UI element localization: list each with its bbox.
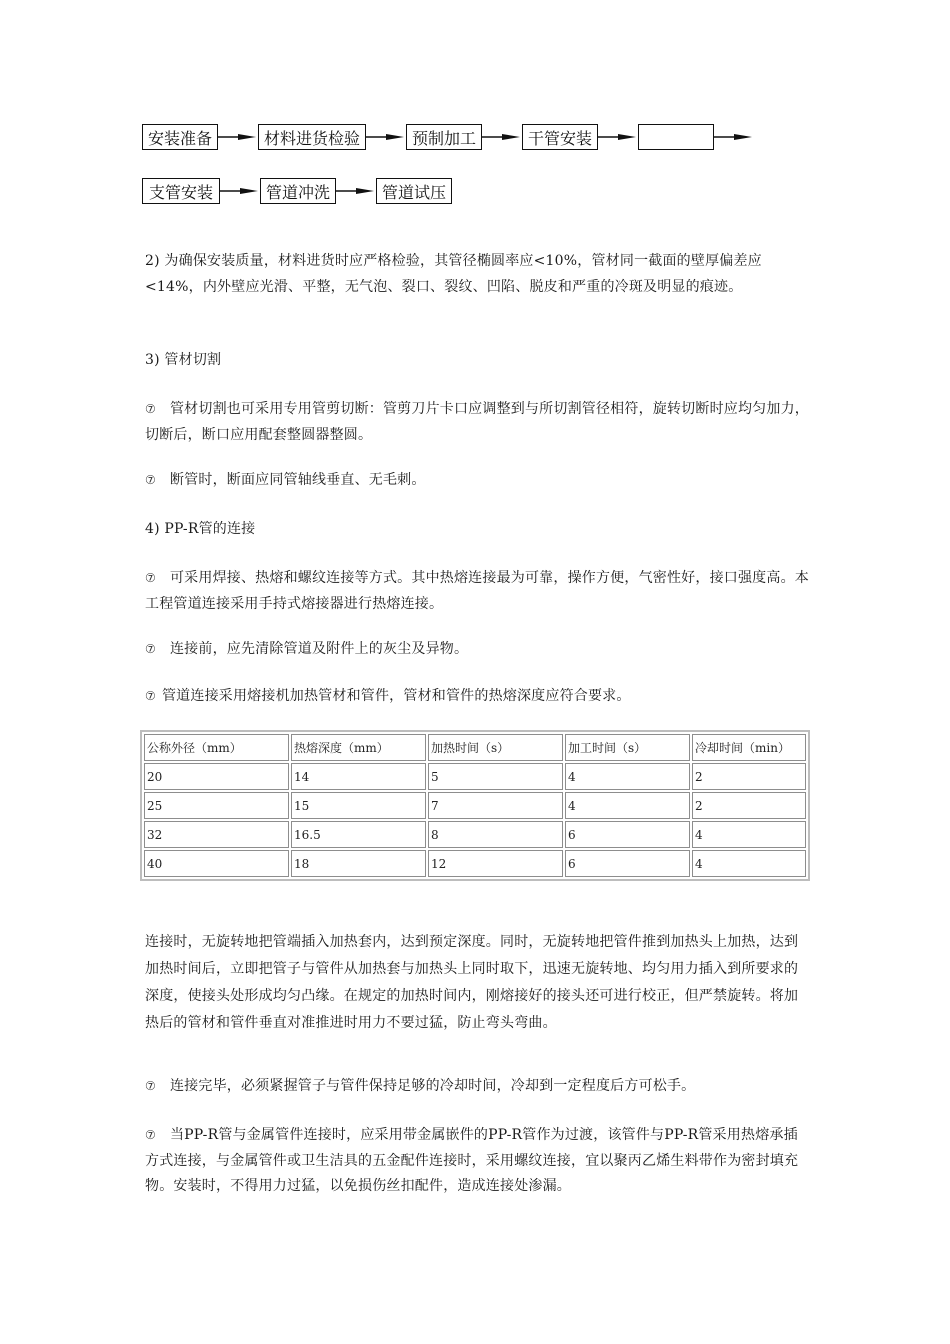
table-cell: 4 [565,763,690,790]
table-cell: 15 [291,792,426,819]
table-header-cell: 公称外径（mm） [144,734,289,761]
paragraph-clean-before-connect [145,637,810,663]
table-cell: 4 [692,850,806,877]
table-cell: 8 [428,821,563,848]
item-marker-icon: ⑦ [145,571,156,585]
item-marker-icon: ⑦ [145,1079,156,1093]
table-row [144,850,806,877]
paragraph-connection-methods [145,566,810,617]
table-cell: 7 [428,792,563,819]
table-cell: 4 [692,821,806,848]
table-cell: 12 [428,850,563,877]
table-cell: 2 [692,763,806,790]
arrow-right-icon [366,124,406,150]
table-row [144,792,806,819]
item-marker-icon: ⑦ [145,689,156,703]
paragraph-text: 管道连接采用熔接机加热管材和管件，管材和管件的热熔深度应符合要求。 [161,688,631,704]
item-marker-icon: ⑦ [145,402,156,416]
table-cell: 6 [565,821,690,848]
heading-ppr-connection: 4) PP-R管的连接 [145,521,256,537]
table-header-cell: 加工时间（s） [565,734,690,761]
arrow-right-icon [220,178,260,204]
paragraph-text: 当PP-R管与金属管件连接时，应采用带金属嵌件的PP-R管作为过渡，该管件与PP-R管采用热熔承插方式连接，与金属管件或卫生洁具的五金配件连接时，采用螺纹连接，宜以聚丙乙烯生料带作为密封填充物。安装时，不得用力过猛，以免损伤丝扣配件，造成连接处渗漏。 [145,1127,799,1194]
flow-step-prefabrication: 预制加工 [406,124,482,150]
flowchart-row-1 [142,124,754,150]
arrow-right-icon [482,124,522,150]
item-marker-icon: ⑦ [145,642,156,656]
table-header-cell: 加热时间（s） [428,734,563,761]
paragraph-text: 可采用焊接、热熔和螺纹连接等方式。其中热熔连接最为可靠，操作方便，气密性好，接口强度高。本工程管道连接采用手持式熔接器进行热熔连接。 [145,570,809,612]
paragraph-fusion-depth [145,684,810,710]
heading-pipe-cutting: 3) 管材切割 [145,352,222,368]
paragraph-fusion-procedure: 连接时，无旋转地把管端插入加热套内，达到预定深度。同时，无旋转地把管件推到加热头上加热，达到加热时间后，立即把管子与管件从加热套与加热头上同时取下，迅速无旋转地、均匀用力插入到所要求的深度，使接头处形成均匀凸缘。在规定的加热时间内，刚熔接好的接头还可进行校正，但严禁旋转。将加热后的管材和管件垂直对准推进时用力不要过猛，防止弯头弯曲。 [145,934,799,1031]
table-header-cell: 热熔深度（mm） [291,734,426,761]
paragraph-text: 连接完毕，必须紧握管子与管件保持足够的冷却时间，冷却到一定程度后方可松手。 [169,1078,696,1094]
flow-step-main-pipe-install: 干管安装 [522,124,598,150]
flow-step-pressure-test: 管道试压 [376,178,452,204]
paragraph-pipe-cutting-method [145,397,810,448]
table-row [144,821,806,848]
arrow-right-icon [336,178,376,204]
table-cell: 25 [144,792,289,819]
flow-step-material-inspection: 材料进货检验 [258,124,366,150]
table-cell: 32 [144,821,289,848]
paragraph-material-inspection: 2) 为确保安装质量，材料进货时应严格检验，其管径椭圆率应<10%，管材同一截面的壁厚偏差应<14%，内外壁应光滑、平整，无气泡、裂口、裂纹、凹陷、脱皮和严重的冷斑及明显的痕迹。 [145,253,762,295]
paragraph-cooling [145,1074,810,1100]
table-cell: 18 [291,850,426,877]
arrow-right-icon [218,124,258,150]
table-cell: 4 [565,792,690,819]
fusion-parameters-table [140,730,810,881]
arrow-right-icon [598,124,638,150]
paragraph-text: 连接前，应先清除管道及附件上的灰尘及异物。 [169,641,469,657]
table-cell: 16.5 [291,821,426,848]
paragraph-text: 断管时，断面应同管轴线垂直、无毛刺。 [169,472,426,488]
paragraph-text: 管材切割也可采用专用管剪切断：管剪刀片卡口应调整到与所切割管径相符，旋转切断时应均匀加力，切断后，断口应用配套整圆器整圆。 [145,401,809,443]
flow-step-pipe-flushing: 管道冲洗 [260,178,336,204]
flow-step-install-prep: 安装准备 [142,124,218,150]
table-cell: 40 [144,850,289,877]
item-marker-icon: ⑦ [145,473,156,487]
table-header-row [144,734,806,761]
flowchart-row-2 [142,178,452,204]
table-cell: 20 [144,763,289,790]
item-marker-icon: ⑦ [145,1128,156,1142]
table-cell: 6 [565,850,690,877]
paragraph-metal-fitting-connection [145,1123,810,1200]
arrow-right-icon [714,124,754,150]
paragraph-cut-section [145,468,810,494]
table-cell: 5 [428,763,563,790]
table-header-cell: 冷却时间（min） [692,734,806,761]
table-cell: 14 [291,763,426,790]
flow-step-branch-pipe-install: 支管安装 [142,178,220,204]
table-cell: 2 [692,792,806,819]
flow-step-empty [638,124,714,150]
table-row [144,763,806,790]
